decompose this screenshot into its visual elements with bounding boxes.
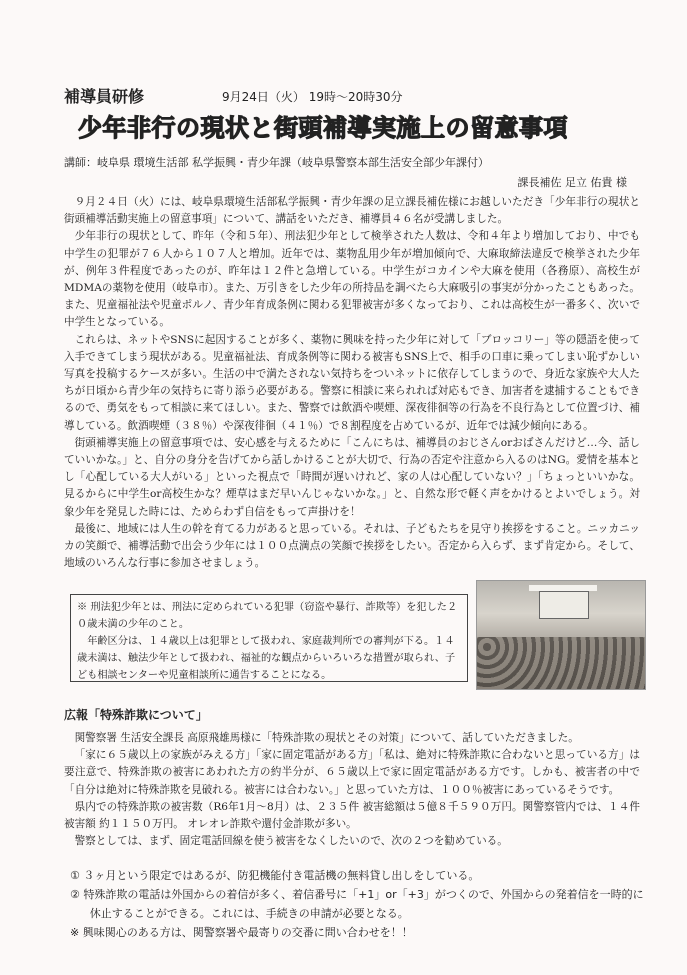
list-item: ① ３ヶ月という限定ではあるが、防犯機能付き電話機の無料貸し出しをしている。 [70, 869, 480, 882]
paragraph: ９月２４日（火）には、岐阜県環境生活部私学振興・青少年課の足立課長補佐様にお越しいただき「少年非行の現状と街頭補導活動実施上の留意事項」について、講話をいただき、補導員４６名が受講しました。 [64, 196, 640, 226]
section-heading: 広報「特殊詐欺について」 [64, 708, 208, 722]
photo-audience [477, 637, 645, 689]
list-item: ② 特殊詐欺の電話は外国からの着信が多く、着信番号に「+1」or「+3」がつくので、外国からの発着信を一時的に休止することができる。これには、手続きの申請が必要となる。 [70, 888, 644, 920]
paragraph: 最後に、地域には人生の幹を育てる力があると思っている。それは、子どもたちを見守り挨拶をすること。ニッカニッカの笑顔で、補導活動で出会う少年には１００点満点の笑顔で挨拶をしたい。否定から入らず、まず肯定から。そして、地域のいろんな行事に参加させましょう。 [64, 522, 640, 570]
note-line: ※ 刑法犯少年とは、刑法に定められている犯罪（窃盗や暴行、詐欺等）を犯した２０歳未満の少年のこと。 [77, 602, 458, 630]
paragraph: これらは、ネットやSNSに起因することが多く、薬物に興味を持った少年に対して「ブロッコリー」等の隠語を使って入手できてしまう現状がある。児童福祉法、育成条例等に関わる被害もSNS上で、相手の口車に乗ってしまい恥ずかしい写真を投稿するケースが多い。生活の中で満たされない気持ちをついネットに依存してしまうので、身近な家族や大人たちが日頃から青少年の気持ちに寄り添う必要がある。警察に相談に来られれば対応もでき、加害者を逮捕することもできるので、勇気をもって相談に来てほしい。また、警察では飲酒や喫煙、深夜徘徊等の行為を不良行為として位置づけ、補導している。飲酒喫煙（３８％）や深夜徘徊（４１％）で８割程度を占めているが、近年では減少傾向にある。 [64, 333, 640, 432]
section-label: 補導員研修 [64, 87, 145, 106]
lecture-report [64, 194, 640, 572]
note-line: 年齢区分は、１４歳以上は犯罪として扱われ、家庭裁判所での審判が下る。１４歳未満は、触法少年として扱われ、福祉的な観点からいろいろな措置が取られ、子ども相談センターや児童相談所に通告することになる。 [77, 636, 456, 681]
paragraph: 街頭補導実施上の留意事項では、安心感を与えるために「こんにちは、補導員のおじさんorおばさんだけど…今、話していいかな。」と、自分の身分を告げてから話しかけることが大切で、行為の否定や注意から入るのはNG。愛情を基本とし「心配している大人がいる」といった視点で「時間が遅いけれど、家の人は心配していない？」「ちょっといいかな。見るからに中学生or高校生かな？煙草はまだ早いんじゃないかな。」と、自然な形で軽く声をかけるとよいでしょう。対象少年を発見した時には、ためらわず自信をもって声掛けを！ [64, 436, 640, 518]
photo-screen [539, 591, 589, 619]
fraud-report [64, 730, 640, 850]
paragraph: 「家に６５歳以上の家族がみえる方」「家に固定電話がある方」「私は、絶対に特殊詐欺に合わないと思っている方」は要注意で、特殊詐欺の被害にあわれた方の約半分が、６５歳以上で家に固定電話がある方です。しかも、被害者の中で「自分は絶対に特殊詐欺を見破れる。被害には合わない。」と思っていた方は、１００％被害にあっているそうです。 [64, 749, 640, 796]
paragraph: 警察としては、まず、固定電話回線を使う被害をなくしたいので、次の２つを勧めている。 [74, 835, 508, 848]
speaker-name: 課長補佐 足立 佑貴 様 [517, 176, 627, 189]
definition-note-box [70, 594, 468, 682]
speaker-affiliation: 講師：岐阜県 環境生活部 私学振興・青少年課（岐阜県警察本部生活安全部少年課付） [64, 156, 489, 169]
recommendation-list [70, 866, 646, 942]
event-date: 9月24日（火） 19時～20時30分 [222, 90, 403, 104]
page-title: 少年非行の現状と街頭補導実施上の留意事項 [78, 114, 568, 142]
list-item: ※ 興味関心のある方は、関警察署や最寄りの交番に問い合わせを！！ [70, 926, 413, 939]
paragraph: 県内での特殊詐欺の被害数（R6年1月～8月）は、２３５件 被害総額は５億８千５９０万円。関警察管内では、１４件 被害額 約１１５０万円。 オレオレ詐欺や還付金詐欺が多い。 [64, 800, 640, 831]
paragraph: 少年非行の現状として、昨年（令和５年）、刑法犯少年として検挙された人数は、令和４年より増加しており、中でも中学生の犯罪が７６人から１０７人と増加。近年では、薬物乱用少年が増加傾向で、大麻取締法違反で検挙された少年が、例年３件程度であったのが、昨年は１２件と急増している。中学生がコカインや大麻を使用（各務原）、高校生がMDMAの薬物を使用（岐阜市）。また、万引きをした少年の所持品を調べたら大麻吸引の事実が分かったこともあった。また、児童福祉法や児童ポルノ、青少年育成条例に関わる犯罪被害が多くなっており、これは高校生が一番多く、次いで中学生となっている。 [64, 230, 640, 329]
paragraph: 関警察署 生活安全課長 高原飛雄馬様に「特殊詐欺の現状とその対策」について、話していただきました。 [74, 732, 579, 744]
lecture-photo [476, 580, 646, 690]
